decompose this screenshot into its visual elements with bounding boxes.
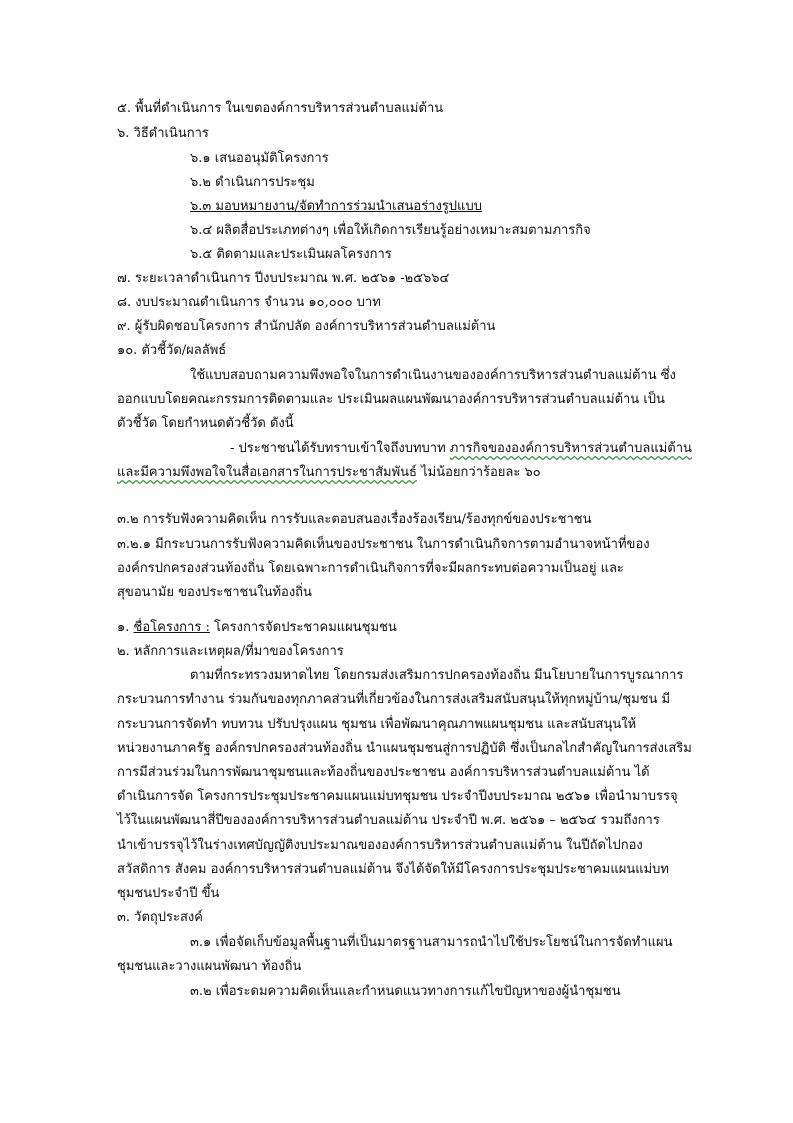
item-5-area: ๕. พื้นที่ดำเนินการ ในเขตองค์การบริหารส่วนตำบลแม่ต้าน: [117, 101, 444, 116]
project-name-label: ชื่อโครงการ :: [133, 620, 210, 635]
kpi-bullet-line: [230, 441, 692, 457]
objective-3-2-line: ๓.๒ เพื่อระดมความคิดเห็นและกำหนดแนวทางการแก้ไขปัญหาของผู้นำชุมชน: [190, 984, 621, 999]
item-6-method-heading: ๖. วิธีดำเนินการ: [117, 126, 209, 141]
method-6-1: ๖.๑ เสนออนุมัติโครงการ: [190, 151, 329, 166]
rationale-line: นำเข้าบรรจุไว้ในร่างเทศบัญญัติงบประมาณขององค์การบริหารส่วนตำบลแม่ต้าน ในปีถัดไปกอง: [117, 838, 643, 853]
rationale-line: หน่วยงานภาครัฐ องค์กรปกครองส่วนท้องถิ่น นำแผนชุมชนสู่การปฏิบัติ ซึ่งเป็นกลไกสำคัญในการส่งเสริม: [117, 741, 692, 756]
rationale-line: สวัสดิการ สังคม องค์การบริหารส่วนตำบลแม่ต้าน จึงได้จัดให้มีโครงการประชุมประชาคมแผนแม่บท: [117, 862, 669, 877]
section-3-2-1-line: องค์กรปกครองส่วนท้องถิ่น โดยเฉพาะการดำเนินกิจการที่จะมีผลกระทบต่อความเป็นอยู่ และ: [117, 561, 624, 576]
rationale-line: กระบวนการจัดทำ ทบทวน ปรับปรุงแผน ชุมชน เพื่อพัฒนาคุณภาพแผนชุมชน และสนับสนุนให้: [117, 717, 637, 732]
rationale-line: กระบวนการทำงาน ร่วมกันของทุกภาคส่วนที่เกี่ยวข้องในการส่งเสริมสนับสนุนให้ทุกหมู่บ้าน/ชุมชน มี: [117, 692, 671, 707]
kpi-bullet-highlight: และมีความพึงพอใจในสื่อเอกสารในการประชาสัมพันธ์: [117, 465, 417, 480]
objective-3-1-line: ๓.๑ เพื่อจัดเก็บข้อมูลพื้นฐานที่เป็นมาตรฐานสามารถนำไปใช้ประโยชน์ในการจัดทำแผน: [190, 935, 673, 950]
item-7-duration: ๗. ระยะเวลาดำเนินการ ปีงบประมาณ พ.ศ. ๒๕๖๑ -๒๕๖๖๔: [117, 271, 450, 286]
method-6-2: ๖.๒ ดำเนินการประชุม: [190, 175, 315, 190]
method-6-5: ๖.๕ ติดตามและประเมินผลโครงการ: [190, 247, 392, 262]
kpi-paragraph-line: ใช้แบบสอบถามความพึงพอใจในการดำเนินงานขององค์การบริหารส่วนตำบลแม่ต้าน ซึ่ง: [190, 368, 676, 383]
project-name-value: โครงการจัดประชาคมแผนชุมชน: [209, 620, 397, 635]
objectives-heading: ๓. วัตถุประสงค์: [117, 910, 203, 925]
item-10-kpi-heading: ๑๐. ตัวชี้วัด/ผลลัพธ์: [117, 343, 227, 358]
rationale-heading: ๒. หลักการและเหตุผล/ที่มาของโครงการ: [117, 644, 344, 659]
kpi-paragraph-line: ออกแบบโดยคณะกรรมการติดตามและ ประเมินผลแผนพัฒนาองค์การบริหารส่วนตำบลแม่ต้าน เป็น: [117, 392, 665, 407]
method-6-3: ๖.๓ มอบหมายงาน/จัดทำการร่วมนำเสนอร่างรูปแบบ: [190, 199, 482, 214]
objective-3-1-line: ชุมชนและวางแผนพัฒนา ท้องถิ่น: [117, 959, 302, 974]
project-name-line: [117, 620, 397, 636]
kpi-paragraph-line: ตัวชี้วัด โดยกำหนดตัวชี้วัด ดังนี้: [117, 416, 294, 431]
rationale-line: ชุมชนประจำปี ขึ้น: [117, 886, 220, 901]
kpi-bullet-text: ไม่น้อยกว่าร้อยละ ๖๐: [416, 465, 541, 480]
section-3-2-heading: ๓.๒ การรับฟังความคิดเห็น การรับและตอบสนองเรื่องร้องเรียน/ร้องทุกข์ของประชาชน: [117, 512, 592, 527]
kpi-bullet-line: [117, 465, 541, 481]
rationale-line: ตามที่กระทรวงมหาดไทย โดยกรมส่งเสริมการปกครองท้องถิ่น มีนโยบายในการบูรณาการ: [190, 668, 684, 683]
item-8-budget: ๘. งบประมาณดำเนินการ จำนวน ๑๐,๐๐๐ บาท: [117, 295, 381, 310]
rationale-line: ไว้ในแผนพัฒนาสี่ปีขององค์การบริหารส่วนตำบลแม่ต้าน ประจำปี พ.ศ. ๒๕๖๑ – ๒๕๖๔ รวมถึงการ: [117, 813, 660, 828]
item-9-responsible: ๙. ผู้รับผิดชอบโครงการ สำนักปลัด องค์การบริหารส่วนตำบลแม่ต้าน: [117, 319, 496, 334]
method-6-4: ๖.๔ ผลิตสื่อประเภทต่างๆ เพื่อให้เกิดการเรียนรู้อย่างเหมาะสมตามภารกิจ: [190, 223, 591, 238]
rationale-line: การมีส่วนร่วมในการพัฒนาชุมชนและท้องถิ่นของประชาชน องค์การบริหารส่วนตำบลแม่ต้าน ได้: [117, 765, 650, 780]
kpi-bullet-highlight: ภารกิจขององค์การบริหารส่วนตำบลแม่ต้าน: [449, 441, 692, 456]
project-name-number: ๑.: [117, 620, 134, 635]
section-3-2-1-line: ๓.๒.๑ มีกระบวนการรับฟังความคิดเห็นของประชาชน ในการดำเนินกิจการตามอำนาจหน้าที่ของ: [117, 537, 650, 552]
section-3-2-1-line: สุขอนามัย ของประชาชนในท้องถิ่น: [117, 585, 312, 600]
rationale-line: ดำเนินการจัด โครงการประชุมประชาคมแผนแม่บทชุมชน ประจำปีงบประมาณ ๒๕๖๑ เพื่อนำมาบรรจุ: [117, 789, 678, 804]
kpi-bullet-text: - ประชาชนได้รับทราบเข้าใจถึงบทบาท: [230, 441, 450, 456]
